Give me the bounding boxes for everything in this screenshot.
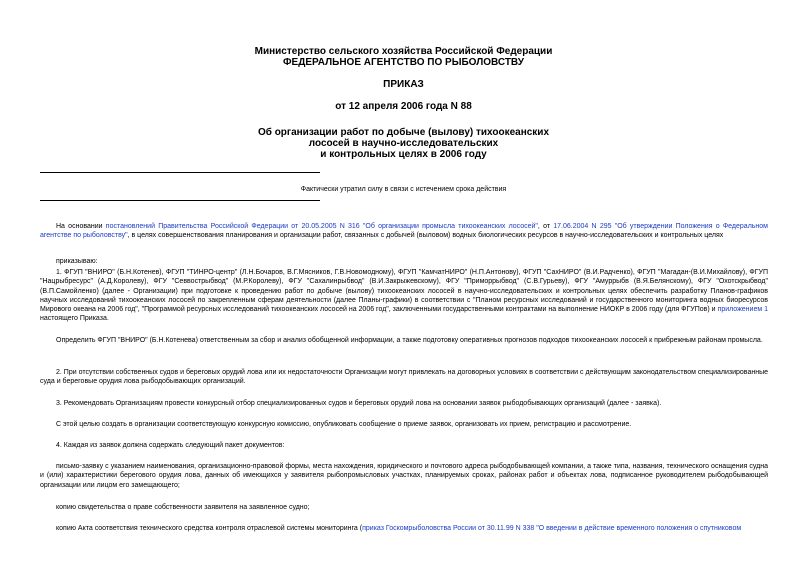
government-decree-295-link[interactable]: 17.06.2004 N 295 "Об утверждении Положения о Федеральном агентстве по рыболовству" (40, 223, 768, 240)
item-1-paragraph (40, 268, 768, 324)
divider-bottom (40, 200, 320, 201)
item-1b-paragraph: Определить ФГУП "ВНИРО" (Б.Н.Котенева) ответственным за сбор и анализ обобщенной информации, а также подготовку оперативных прогнозов подходов тихоокеанских лососей к прибрежным районам промысла. (56, 337, 763, 344)
agency-name: ФЕДЕРАЛЬНОЕ АГЕНТСТВО ПО РЫБОЛОВСТВУ (283, 57, 524, 68)
item-4b-paragraph: копию свидетельства о праве собственности заявителя на заявленное судно; (56, 504, 310, 511)
item-1-text-after: настоящего Приказа. (40, 315, 109, 323)
document-date-number: от 12 апреля 2006 года N 88 (335, 101, 472, 112)
item-3-paragraph: 3. Рекомендовать Организациям провести конкурсный отбор специализированных судов и береговых орудий лова на основании заявок рыбодобывающих организаций (далее - заявка). (56, 400, 662, 407)
order-word: приказываю: (56, 258, 98, 265)
preamble-text-after: , в целях совершенствования планирования и организации работ, связанных с добычей (выловом) водных биологических ресурсов в научно-исследовательских и контрольных целях (127, 232, 724, 240)
goskomrybolovstvo-order-338-link[interactable]: приказ Госкомрыболовства России от 30.11.99 N 338 "О введении в действие временного положения о спутниковом (362, 525, 742, 532)
appendix-1-link[interactable]: приложением 1 (717, 306, 769, 314)
preamble-paragraph (40, 222, 768, 241)
ministry-name: Министерство сельского хозяйства Российской Федерации (254, 46, 553, 57)
government-decree-316-link[interactable]: постановлений Правительства Российской Федерации от 20.05.2005 N 316 "Об организации промысла тихоокеанских лососей" (105, 223, 538, 230)
status-note: Фактически утратил силу в связи с истечением срока действия (300, 186, 507, 193)
document-type: ПРИКАЗ (383, 79, 424, 90)
preamble-text-before: На основании (56, 223, 106, 230)
item-4c-paragraph (40, 524, 768, 533)
item-1-text: 1. ФГУП "ВНИРО" (Б.Н.Котенев), ФГУП "ТИНРО-центр" (Л.Н.Бочаров, В.Г.Мясников, Г.В.Новомодному), ФГУП "КамчатНИРО" (Н.П.Антонову), ФГУП "СахНИРО" (В.И.Радченко), ФГУП "Магадан-(В.И.Михайлову), ФГУП "Нацрыбресурс" (А.Д.Королеву), ФГУ "Севвострыбвод" (М.Р.Королеву), ФГУ "Сахалинрыбвод" (В.И.Закрыжевскому), ФГУ "Приморрыбвод" (С.В.Гурьеву), ФГУ "Амуррыбв (В.Я.Белянскому), ФГУ "Охотскрыбвод" (В.П.Самойленко) (далее - Организации) при подготовке к проведению работ по добыче (вылову) тихоокеанских лососей в научно-исследовательских и контрольных целях обеспечить разработку Планов-графиков научных исследований тихоокеанских лососей по закрепленным сферам деятельности (далее Планы-графики) в соответствии с "Планом ресурсных исследований и государственного мониторинга водных биоресурсов Мирового океана на 2006 год", "Программой ресурсных исследований тихоокеанских лососей на 2006 год", заключенными государственными контрактами на выполнение НИОКР в 2006 году (для ФГУПов) и (40, 269, 768, 314)
item-3b-paragraph: С этой целью создать в организации соответствующую конкурсную комиссию, опубликовать сообщение о приеме заявок, организовать их прием, регистрацию и рассмотрение. (56, 421, 632, 428)
preamble-text-mid: , от (537, 223, 554, 230)
item-2-paragraph: 2. При отсутствии собственных судов и береговых орудий лова или их недостаточности Организации могут привлекать на договорных условиях в соответствии с действующим законодательством специализированные суда и береговые орудия лова рыбодобывающих организаций. (40, 369, 768, 386)
item-4c-text: копию Акта соответствия технического средства контроля отраслевой системы мониторинга ( (56, 525, 363, 532)
item-4-paragraph: 4. Каждая из заявок должна содержать следующий пакет документов: (56, 442, 285, 449)
document-title-line-2: лососей в научно-исследовательских (308, 138, 499, 149)
document-title-line-3: и контрольных целях в 2006 году (320, 149, 487, 160)
divider-top (40, 172, 320, 173)
document-title-line-1: Об организации работ по добыче (вылову) тихоокеанских (257, 127, 550, 138)
item-4a-paragraph: письмо-заявку с указанием наименования, организационно-правовой формы, места нахождения, юридического и почтового адреса рыбодобывающей компании, а также типа, названия, технического оснащения судна и (или) характеристики берегового орудия лова, данных об имеющихся у заявителя рыбопромысловых участках, планируемых сроках, районах работ и объектах лова, подписанное руководителем рыбодобывающей организации или лицом его замещающего; (40, 463, 768, 489)
